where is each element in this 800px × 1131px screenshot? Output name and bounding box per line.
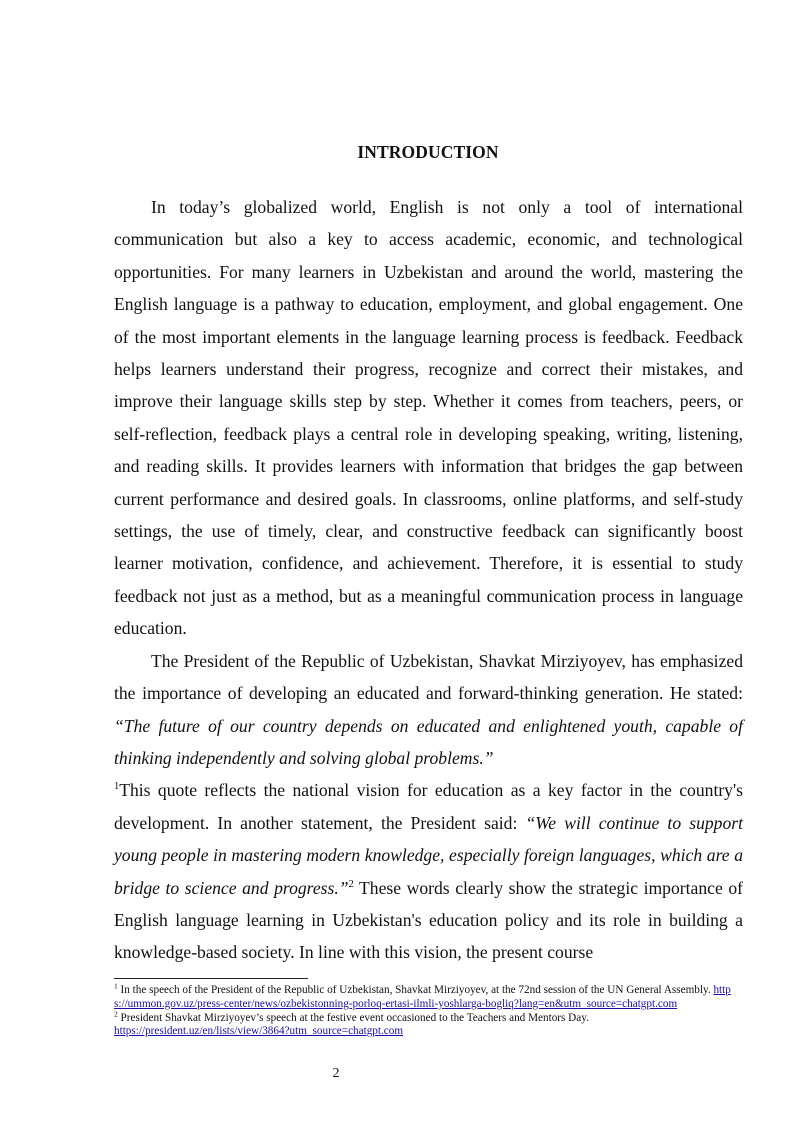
footnotes (114, 981, 743, 1039)
footnote (114, 1008, 743, 1040)
footnote (114, 981, 743, 1012)
page-number: 2 (332, 1066, 340, 1081)
paragraph-president (114, 645, 743, 969)
footnote-number: 1 (114, 981, 118, 991)
paragraph-text: The President of the Republic of Uzbekistan, Shavkat Mirziyoyev, has emphasized the importance of developing an educated and forward-thinking generation. He stated: (114, 650, 743, 704)
footnote-text: In the speech of the President of the Republic of Uzbekistan, Shavkat Mirziyoyev, at the 72nd session of the UN General Assembly. (117, 984, 714, 996)
paragraph-text: These words clearly show the strategic importance of English language learning in Uzbekistan's education policy and its role in building a knowledge-based society. In line with this vision, the present course (114, 877, 743, 963)
footnote-separator (114, 978, 308, 979)
body-text (114, 191, 743, 969)
footnote-number: 2 (114, 1008, 118, 1018)
page-title: INTRODUCTION (357, 142, 499, 162)
paragraph-intro: In today’s globalized world, English is not only a tool of international communication but also a key to access academic, economic, and technological opportunities. For many learners in Uzbekistan and around the world, mastering the English language is a pathway to education, employment, and global engagement. One of the most important elements in the language learning process is feedback. Feedback helps learners understand their progress, recognize and correct their mistakes, and improve their language skills step by step. Whether it comes from teachers, peers, or self-reflection, feedback plays a central role in developing speaking, writing, listening, and reading skills. It provides learners with information that bridges the gap between current performance and desired goals. In classrooms, online platforms, and self-study settings, the use of timely, clear, and constructive feedback can significantly boost learner motivation, confidence, and achievement. Therefore, it is essential to study feedback not just as a method, but as a meaningful communication process in language education. (114, 197, 743, 639)
footnote-text: President Shavkat Mirziyoyev’s speech at the festive event occasioned to the Teachers and Mentors Day. (117, 1011, 589, 1024)
footnote-link[interactable]: https://ummon.gov.uz/press-center/news/ozbekistonning-porloq-ertasi-ilmli-yoshlarga-bogliq?lang=en&utm_source=chatgpt.com (114, 984, 731, 1010)
footnote-reference[interactable]: 1 (114, 781, 120, 793)
president-quote: “The future of our country depends on educated and enlightened youth, capable of thinking independently and solving global problems.” (114, 715, 743, 768)
footnote-reference[interactable]: 2 (348, 878, 354, 890)
footnote-link[interactable]: https://president.uz/en/lists/view/3864?utm_source=chatgpt.com (114, 1025, 404, 1038)
paragraph-text: This quote reflects the national vision for education as a key factor in the country's development. In another statement, the President said: (114, 780, 743, 833)
president-quote: “We will continue to support young people in mastering modern knowledge, especially foreign languages, which are a bridge to science and progress.” (114, 812, 743, 898)
